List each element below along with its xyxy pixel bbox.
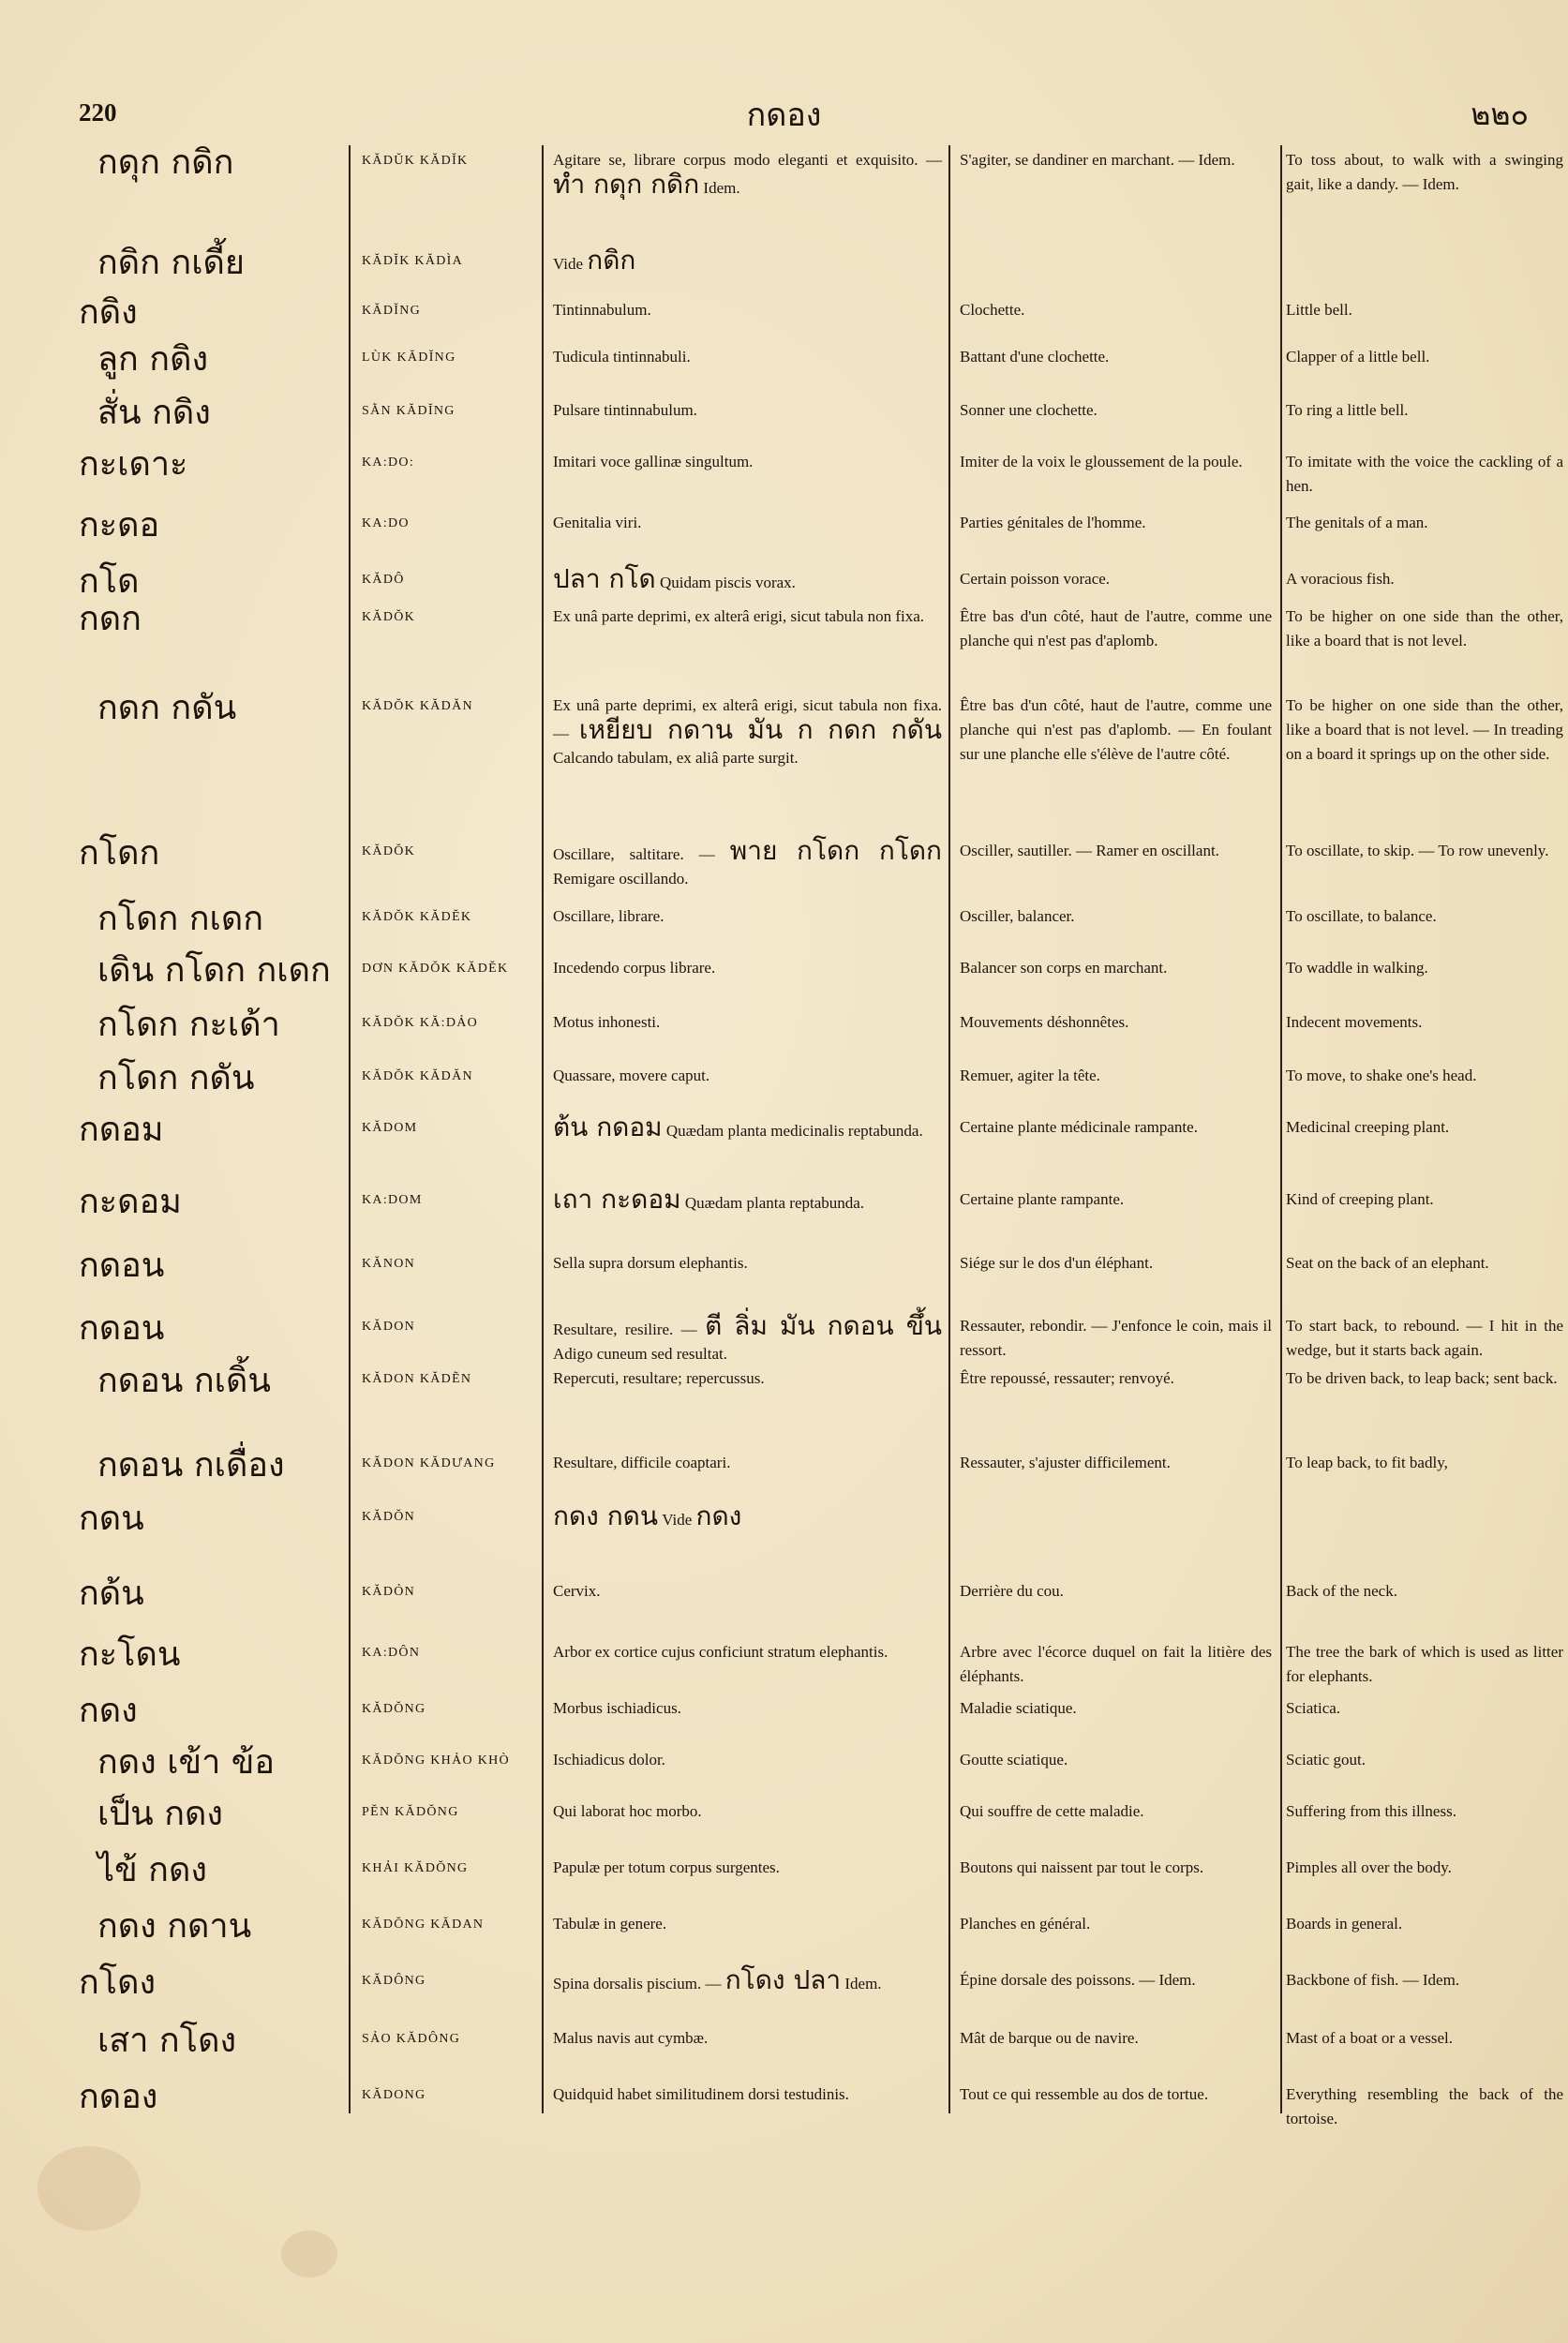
thai-headword: กโดง [79,1963,157,2002]
romanization: KĂDŎK KĂDĂN [362,699,473,713]
thai-headword: กดก [79,600,142,638]
thai-headword: กดอน [79,1309,165,1348]
english-definition: Kind of creeping plant. [1286,1190,1434,1208]
page-number: 220 [79,98,117,127]
latin-text: Imitari voce gallinæ singultum. [553,453,754,470]
romanization: KĂDON [362,1320,416,1334]
english-definition: Sciatic gout. [1286,1751,1366,1768]
romanization: KHẢI KĂDŎNG [362,1861,469,1875]
romanization: KĂDŎK [362,844,416,858]
latin-text: Vide [553,255,584,273]
french-definition: Osciller, balancer. [960,907,1075,925]
thai-headword: กะเดาะ [79,445,188,484]
latin-definition [553,2082,942,2107]
french-definition: Remuer, agiter la tête. [960,1067,1100,1084]
latin-definition [553,1500,942,1532]
latin-text: Resultare, difficile coaptari. [553,1454,731,1471]
english-definition: Mast of a boat or a vessel. [1286,2029,1453,2047]
romanization: KĂDŎK KĂDĔK [362,910,472,924]
column-rule [349,145,351,2113]
latin-thai-reference: กดง [695,1500,742,1531]
latin-definition [553,694,942,770]
running-head: กดอง [746,97,822,134]
latin-definition [553,1184,942,1216]
romanization: KĂDŎK KĂDĂN [362,1069,473,1083]
latin-text: Repercuti, resultare; repercussus. [553,1369,765,1387]
latin-thai-example: เหยียบ กดาน มัน ก กดก กดัน [578,714,942,745]
thai-headword: กดุก กดิก [97,143,234,182]
english-definition: To move, to shake one's head. [1286,1067,1477,1084]
latin-text: Tudicula tintinnabuli. [553,348,691,366]
thai-headword: กดอน กเดิ้น [97,1362,271,1400]
english-definition: To ring a little bell. [1286,401,1409,419]
french-definition: Derrière du cou. [960,1582,1064,1600]
latin-text: Oscillare, librare. [553,907,665,925]
english-definition: A voracious fish. [1286,570,1395,588]
romanization: KĂDÔ [362,573,405,587]
romanization: KĂDOM [362,1121,418,1135]
latin-definition [553,298,942,322]
latin-thai-example: ปลา กโด [553,563,656,594]
latin-definition [553,1640,942,1664]
latin-definition [553,450,942,474]
thai-headword: เป็น กดง [97,1795,223,1833]
latin-text: Resultare, resilire. — [553,1321,697,1338]
english-definition: To start back, to rebound. — I hit in the wedge, but it starts back again. [1286,1317,1563,1359]
french-definition: Clochette. [960,301,1025,319]
latin-definition [553,2026,942,2051]
french-definition: Certaine plante médicinale rampante. [960,1118,1198,1136]
thai-headword: เดิน กโดก กเดก [97,951,331,990]
latin-definition [553,148,942,201]
latin-text-post: Idem. [844,1975,882,1992]
romanization: KĂDŎNG KHẢO KHÒ [362,1754,510,1768]
english-definition: Pimples all over the body. [1286,1858,1452,1876]
french-definition: Siége sur le dos d'un éléphant. [960,1254,1154,1272]
latin-text: Tabulæ in genere. [553,1915,667,1933]
french-definition: Épine dorsale des poissons. — Idem. [960,1971,1196,1989]
romanization: KĂDON KĂDẼN [362,1372,472,1386]
romanization: PĔN KĂDŎNG [362,1805,459,1819]
romanization: KĂDĬNG [362,304,422,318]
thai-headword: กะโดน [79,1635,181,1674]
latin-text-post: Quidam piscis vorax. [659,574,796,591]
latin-text: Sella supra dorsum elephantis. [553,1254,748,1272]
thai-headword: กโดก กดัน [97,1059,255,1097]
latin-text: Ex unâ parte deprimi, ex alterâ erigi, sicut tabula non fixa. — [553,696,942,742]
latin-text: Incedendo corpus librare. [553,959,716,977]
romanization: KĂDŎNG KĂDAN [362,1918,485,1932]
thai-headword: กะดอ [79,506,160,545]
latin-thai-example: ตี ลิ่ม มัน กดอน ขึ้น [705,1310,943,1341]
english-definition: To leap back, to fit badly, [1286,1454,1448,1471]
latin-text: Arbor ex cortice cujus conficiunt stratum elephantis. [553,1643,889,1661]
column-rule [1280,145,1282,2113]
latin-text-post: Idem. [703,179,740,197]
latin-text-post: Calcando tabulam, ex aliâ parte surgit. [553,749,799,767]
thai-headword: กโดก [79,834,160,873]
english-definition: To imitate with the voice the cackling of a hen. [1286,453,1563,495]
english-definition: To be driven back, to leap back; sent back. [1286,1369,1558,1387]
latin-text: Quassare, movere caput. [553,1067,710,1084]
latin-definition [553,956,942,980]
romanization: KA:DOM [362,1193,423,1207]
thai-headword: กดอม [79,1111,164,1149]
latin-text: Oscillare, saltitare. — [553,845,715,863]
romanization: KĂDŬK KĂDĬK [362,154,469,168]
thai-headword: กด้น [79,1574,144,1613]
romanization: KĂDỎN [362,1585,416,1599]
column-rule [948,145,950,2113]
thai-headword: กดอน กเดื่อง [97,1446,285,1485]
english-definition: To oscillate, to balance. [1286,907,1437,925]
latin-definition [553,511,942,535]
latin-text-post: Vide [662,1511,693,1529]
romanization: KĂDŎN [362,1510,416,1524]
french-definition: Tout ce qui ressemble au dos de tortue. [960,2085,1209,2103]
romanization: LÙK KĂDĬNG [362,351,456,365]
latin-text: Quidquid habet similitudinem dorsi testudinis. [553,2085,849,2103]
english-definition: To toss about, to walk with a swinging gait, like a dandy. — Idem. [1286,151,1563,193]
english-definition: Sciatica. [1286,1699,1341,1717]
romanization: KĂDON KĂDƯANG [362,1456,496,1470]
latin-definition [553,1366,942,1391]
romanization: SẢO KĂDÔNG [362,2032,461,2046]
thai-headword: กดน [79,1500,144,1538]
latin-text: Spina dorsalis piscium. — [553,1975,722,1992]
english-definition: Boards in general. [1286,1915,1403,1933]
thai-headword: ไข้ กดง [97,1851,207,1889]
thai-headword: กดิง [79,293,138,332]
latin-definition [553,1799,942,1824]
paper-stain [281,2231,337,2277]
latin-thai-example: กดง กดน [553,1500,658,1531]
latin-text-post: Adigo cuneum sed resultat. [553,1345,728,1363]
latin-definition [553,1748,942,1772]
latin-definition [553,1856,942,1880]
latin-thai-example: เถา กะดอม [553,1184,681,1215]
romanization: KĂDONG [362,2088,426,2102]
thai-headword: กดก กดัน [97,689,237,727]
english-definition: To waddle in walking. [1286,959,1428,977]
latin-text: Ex unâ parte deprimi, ex alterâ erigi, sicut tabula non fixa. [553,607,925,625]
thai-headword: กโดก กะเด้า [97,1006,280,1044]
latin-text: Papulæ per totum corpus surgentes. [553,1858,780,1876]
english-definition: Indecent movements. [1286,1013,1423,1031]
latin-text: Tintinnabulum. [553,301,651,319]
latin-thai-example: กโดง ปลา [724,1964,842,1995]
romanization: KA:DÔN [362,1646,421,1660]
thai-headword: กดง [79,1692,138,1730]
latin-thai-example: พาย กโดก กโดก [729,835,942,866]
latin-definition [553,563,942,595]
romanization: KĂDŎNG [362,1702,426,1716]
thai-headword: กดง เข้า ข้อ [97,1743,275,1782]
latin-definition [553,1696,942,1721]
english-definition: The genitals of a man. [1286,514,1428,531]
romanization: KĂDĬK KĂDÌA [362,254,464,268]
french-definition: Mouvements déshonnêtes. [960,1013,1129,1031]
latin-definition [553,1010,942,1035]
thai-headword: กดอน [79,1246,165,1285]
latin-definition [553,245,942,276]
french-definition: Ressauter, s'ajuster difficilement. [960,1454,1171,1471]
english-definition: To oscillate, to skip. — To row unevenly. [1286,842,1549,859]
romanization: SẰN KĂDĬNG [362,404,455,418]
thai-headword: ลูก กดิง [97,340,209,379]
english-definition: Back of the neck. [1286,1582,1397,1600]
latin-definition [553,345,942,369]
english-definition: Seat on the back of an elephant. [1286,1254,1489,1272]
latin-definition [553,1251,942,1276]
english-definition: Backbone of fish. — Idem. [1286,1971,1460,1989]
romanization: KA:DO: [362,455,415,470]
french-definition: Imiter de la voix le gloussement de la poule. [960,453,1243,470]
latin-definition [553,1451,942,1475]
latin-text: Agitare se, librare corpus modo eleganti et exquisito. — [553,151,942,169]
latin-definition [553,398,942,423]
paper-stain [37,2146,141,2231]
english-definition: To be higher on one side than the other, like a board that is not level. [1286,607,1563,649]
thai-headword: กดอง [79,2078,158,2116]
latin-definition [553,1579,942,1604]
french-definition: Ressauter, rebondir. — J'enfonce le coin, mais il ressort. [960,1317,1272,1359]
latin-text: Pulsare tintinnabulum. [553,401,697,419]
romanization: KĂDŎK [362,610,416,624]
romanization: KĂNON [362,1257,416,1271]
latin-definition [553,904,942,929]
french-definition: Balancer son corps en marchant. [960,959,1168,977]
latin-text: Motus inhonesti. [553,1013,661,1031]
english-definition: To be higher on one side than the other, like a board that is not level. — In treading on a board it springs up on the other side. [1286,696,1563,763]
english-definition: Suffering from this illness. [1286,1802,1456,1820]
english-definition: Clapper of a little bell. [1286,348,1430,366]
french-definition: Boutons qui naissent par tout le corps. [960,1858,1204,1876]
column-rule [542,145,544,2113]
latin-text: Genitalia viri. [553,514,642,531]
latin-text: Malus navis aut cymbæ. [553,2029,709,2047]
french-definition: Être repoussé, ressauter; renvoyé. [960,1369,1174,1387]
french-definition: Arbre avec l'écorce duquel on fait la litière des éléphants. [960,1643,1272,1685]
french-definition: Parties génitales de l'homme. [960,514,1146,531]
latin-definition [553,604,942,629]
english-definition: Medicinal creeping plant. [1286,1118,1450,1136]
english-definition: Everything resembling the back of the tortoise. [1286,2085,1563,2127]
latin-thai-example: ทำ กดุก กดิก [553,169,700,200]
french-definition: Être bas d'un côté, haut de l'autre, comme une planche qui n'est pas d'aplomb. — En foulant sur une planche elle s'élève de l'autre côté. [960,696,1272,763]
latin-text: Qui laborat hoc morbo. [553,1802,702,1820]
french-definition: Maladie sciatique. [960,1699,1077,1717]
thai-headword: กโด [79,562,140,601]
english-definition: Little bell. [1286,301,1352,319]
french-definition: Sonner une clochette. [960,401,1098,419]
french-definition: Mât de barque ou de navire. [960,2029,1139,2047]
latin-definition [553,1912,942,1936]
french-definition: Goutte sciatique. [960,1751,1068,1768]
thai-headword: กะดอม [79,1183,182,1221]
thai-headword: สั่น กดิง [97,394,211,432]
latin-text: Morbus ischiadicus. [553,1699,681,1717]
page-number-thai: ๒๒๐ [1471,97,1529,132]
french-definition: Battant d'une clochette. [960,348,1110,366]
latin-text: Ischiadicus dolor. [553,1751,665,1768]
french-definition: S'agiter, se dandiner en marchant. — Idem. [960,151,1235,169]
latin-text-post: Quædam planta reptabunda. [684,1194,865,1212]
latin-definition [553,1310,943,1366]
french-definition: Certaine plante rampante. [960,1190,1125,1208]
thai-headword: เสา กโดง [97,2022,237,2060]
french-definition: Être bas d'un côté, haut de l'autre, comme une planche qui n'est pas d'aplomb. [960,607,1272,649]
romanization: DƠN KĂDŎK KĂDĔK [362,962,509,976]
thai-headword: กโดก กเดก [97,900,264,938]
latin-definition [553,1112,942,1143]
latin-thai-example: กดิก [587,245,636,276]
latin-definition [553,1964,942,1996]
latin-text-post: Quædam planta medicinalis reptabunda. [665,1122,923,1140]
latin-definition [553,1064,942,1088]
romanization: KĂDŎK KĂ:DẢO [362,1016,479,1030]
french-definition: Osciller, sautiller. — Ramer en oscillant. [960,842,1219,859]
latin-text: Cervix. [553,1582,601,1600]
french-definition: Planches en général. [960,1915,1091,1933]
romanization: KĂDÔNG [362,1974,426,1988]
english-definition: The tree the bark of which is used as litter for elephants. [1286,1643,1563,1685]
thai-headword: กดิก กเดี้ย [97,244,245,282]
romanization: KA:DO [362,516,410,530]
latin-thai-example: ต้น กดอม [553,1112,663,1142]
latin-text-post: Remigare oscillando. [553,870,689,888]
thai-headword: กดง กดาน [97,1907,252,1946]
latin-definition [553,835,942,891]
french-definition: Qui souffre de cette maladie. [960,1802,1144,1820]
french-definition: Certain poisson vorace. [960,570,1111,588]
page-header [0,89,1568,145]
